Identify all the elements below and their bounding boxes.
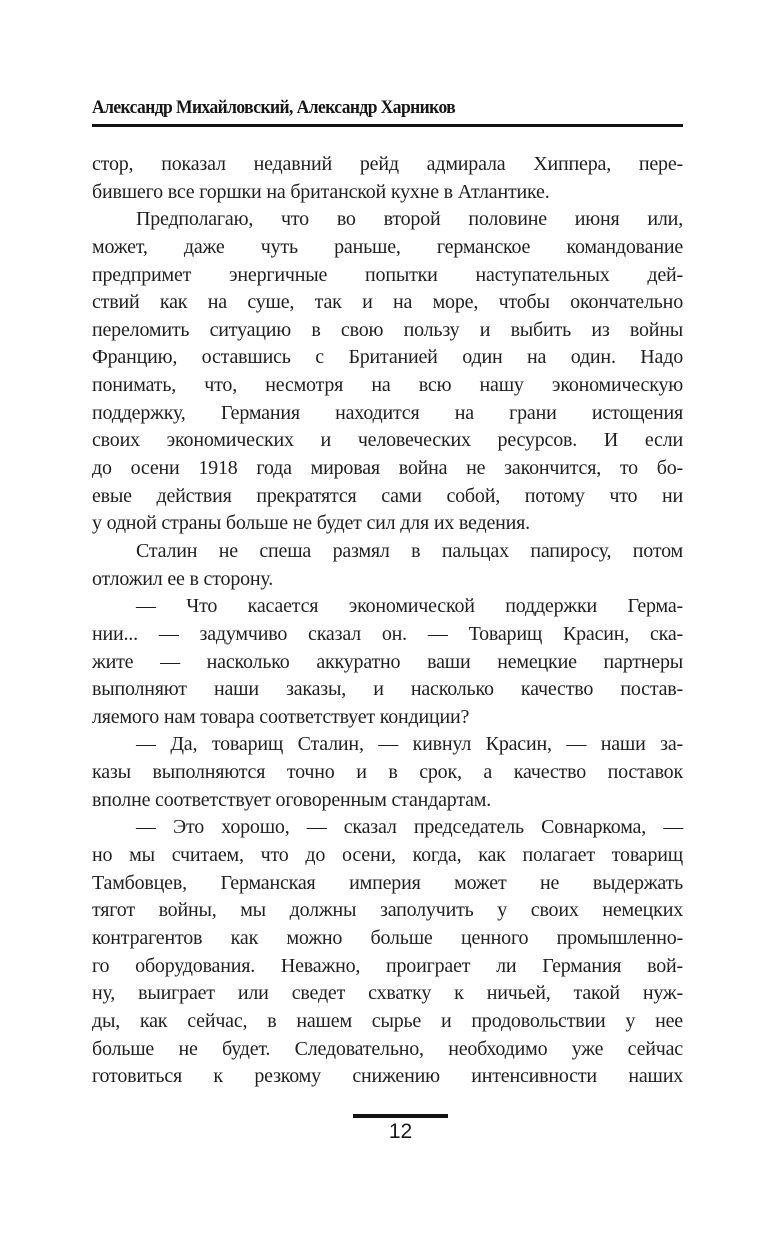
text-line: но мы считаем, что до осени, когда, как полагает товарищ bbox=[92, 844, 683, 867]
page-number: 12 bbox=[388, 1120, 413, 1143]
text-line: Тамбовцев, Германская империя может не выдержать bbox=[92, 871, 683, 894]
text-line: нии... — задумчиво сказал он. — Товарищ Красин, ска- bbox=[92, 622, 683, 645]
text-line: — Что касается экономической поддержки Герма- bbox=[136, 595, 683, 618]
text-line: вполне соответствует оговоренным стандартам. bbox=[92, 788, 492, 811]
running-head bbox=[92, 97, 683, 119]
text-line: Францию, оставшись с Британией один на один. Надо bbox=[92, 346, 683, 369]
text-line: отложил ее в сторону. bbox=[92, 567, 274, 590]
text-line: Сталин не спеша размял в пальцах папиросу, потом bbox=[136, 539, 683, 562]
text-line: евые действия прекратятся сами собой, потому что ни bbox=[92, 484, 683, 507]
page-body-text bbox=[92, 151, 683, 1091]
authors-header: Александр Михайловский, Александр Харников bbox=[92, 97, 456, 118]
text-line: — Да, товарищ Сталин, — кивнул Красин, — наши за- bbox=[136, 733, 683, 756]
text-line: стор, показал недавний рейд адмирала Хиппера, пере- bbox=[92, 153, 683, 175]
text-line: у одной страны больше не будет сил для их ведения. bbox=[92, 512, 530, 535]
page-footer bbox=[353, 1114, 448, 1143]
text-line: жите — насколько аккуратно ваши немецкие партнеры bbox=[92, 650, 683, 673]
text-line: до осени 1918 года мировая война не закончится, то бо- bbox=[92, 457, 683, 480]
text-line: поддержку, Германия находится на грани истощения bbox=[92, 401, 683, 424]
text-line: бившего все горшки на британской кухне в Атлантике. bbox=[92, 180, 550, 203]
text-line: контрагентов как можно больше ценного промышленно- bbox=[92, 926, 683, 949]
text-line: своих экономических и человеческих ресурсов. И если bbox=[92, 429, 683, 452]
text-line: ляемого нам товара соответствует кондиции? bbox=[92, 705, 470, 728]
text-line: тягот войны, мы должны заполучить у своих немецких bbox=[92, 899, 683, 922]
text-line: го оборудования. Неважно, проиграет ли Германия вой- bbox=[92, 954, 683, 977]
text-line: понимать, что, несмотря на всю нашу экономическую bbox=[92, 374, 683, 397]
text-line: казы выполняются точно и в срок, а качество поставок bbox=[92, 761, 683, 784]
text-line: больше не будет. Следовательно, необходимо уже сейчас bbox=[92, 1037, 683, 1060]
footer-rule bbox=[353, 1114, 448, 1118]
header-rule bbox=[92, 124, 683, 127]
text-line: ствий как на суше, так и на море, чтобы окончательно bbox=[92, 291, 683, 314]
text-line: ну, выиграет или сведет схватку к ничьей, такой нуж- bbox=[92, 982, 683, 1005]
text-line: переломить ситуацию в свою пользу и выбить из войны bbox=[92, 318, 683, 341]
text-line: может, даже чуть раньше, германское командование bbox=[92, 235, 683, 258]
text-line: предпримет энергичные попытки наступательных дей- bbox=[92, 263, 683, 286]
text-line: готовиться к резкому снижению интенсивности наших bbox=[92, 1065, 683, 1088]
text-line: выполняют наши заказы, и насколько качество постав- bbox=[92, 678, 683, 701]
text-line: — Это хорошо, — сказал председатель Совнаркома, — bbox=[136, 816, 683, 839]
text-line: Предполагаю, что во второй половине июня или, bbox=[136, 208, 683, 231]
text-line: ды, как сейчас, в нашем сырье и продовольствии у нее bbox=[92, 1009, 683, 1032]
